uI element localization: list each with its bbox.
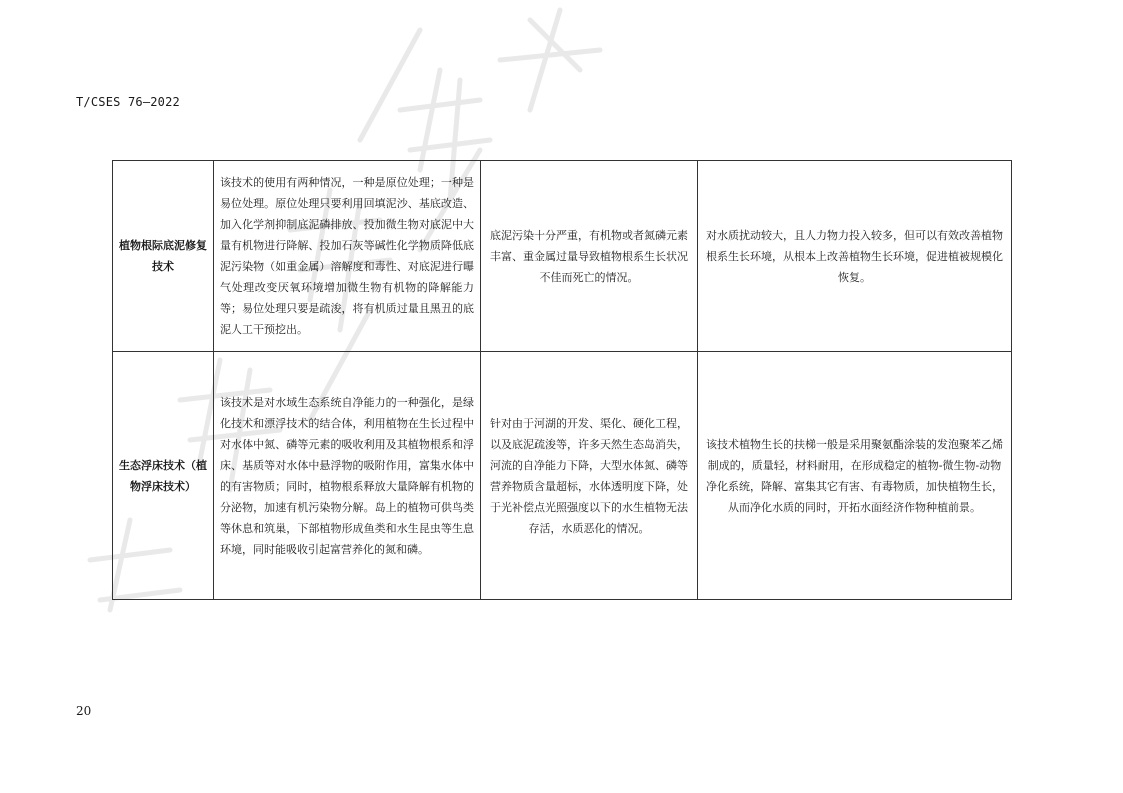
document-code: T/CSES 76—2022 bbox=[76, 95, 180, 109]
technology-table bbox=[112, 160, 1012, 600]
technology-name-cell: 生态浮床技术（植物浮床技术） bbox=[113, 352, 214, 600]
technology-description-cell: 该技术是对水域生态系统自净能力的一种强化，是绿化技术和漂浮技术的结合体，利用植物在生长过程中对水体中氮、磷等元素的吸收利用及其植物根系和浮床、基质等对水体中悬浮物的吸附作用，富集水体中的有害物质；同时，植物根系释放大量降解有机物的分泌物，加速有机污染物分解。岛上的植物可供鸟类等休息和筑巢，下部植物形成鱼类和水生昆虫等生息环境，同时能吸收引起富营养化的氮和磷。 bbox=[214, 352, 481, 600]
technology-name-cell: 植物根际底泥修复技术 bbox=[113, 161, 214, 352]
page-number: 20 bbox=[76, 704, 92, 718]
table-row bbox=[113, 161, 1012, 352]
table-row bbox=[113, 352, 1012, 600]
applicable-problem-cell: 底泥污染十分严重，有机物或者氮磷元素丰富、重金属过量导致植物根系生长状况不佳而死亡的情况。 bbox=[481, 161, 698, 352]
effect-cell: 对水质扰动较大，且人力物力投入较多，但可以有效改善植物根系生长环境，从根本上改善植物生长环境，促进植被规模化恢复。 bbox=[698, 161, 1012, 352]
effect-cell: 该技术植物生长的扶梯一般是采用聚氨酯涂装的发泡聚苯乙烯制成的，质量轻，材料耐用，在形成稳定的植物-微生物-动物净化系统，降解、富集其它有害、有毒物质，加快植物生长，从而净化水质的同时，开拓水面经济作物种植前景。 bbox=[698, 352, 1012, 600]
applicable-problem-cell: 针对由于河湖的开发、渠化、硬化工程，以及底泥疏浚等，许多天然生态岛消失，河流的自净能力下降，大型水体氮、磷等营养物质含量超标，水体透明度下降，处于光补偿点光照强度以下的水生植物无法存活，水质恶化的情况。 bbox=[481, 352, 698, 600]
technology-description-cell: 该技术的使用有两种情况，一种是原位处理；一种是易位处理。原位处理只要利用回填泥沙、基底改造、加入化学剂抑制底泥磷排放、投加微生物对底泥中大量有机物进行降解、投加石灰等碱性化学物质降低底泥污染物（如重金属）溶解度和毒性、对底泥进行曝气处理改变厌氧环境增加微生物有机物的降解能力等；易位处理只要是疏浚，将有机质过量且黑丑的底泥人工干预挖出。 bbox=[214, 161, 481, 352]
